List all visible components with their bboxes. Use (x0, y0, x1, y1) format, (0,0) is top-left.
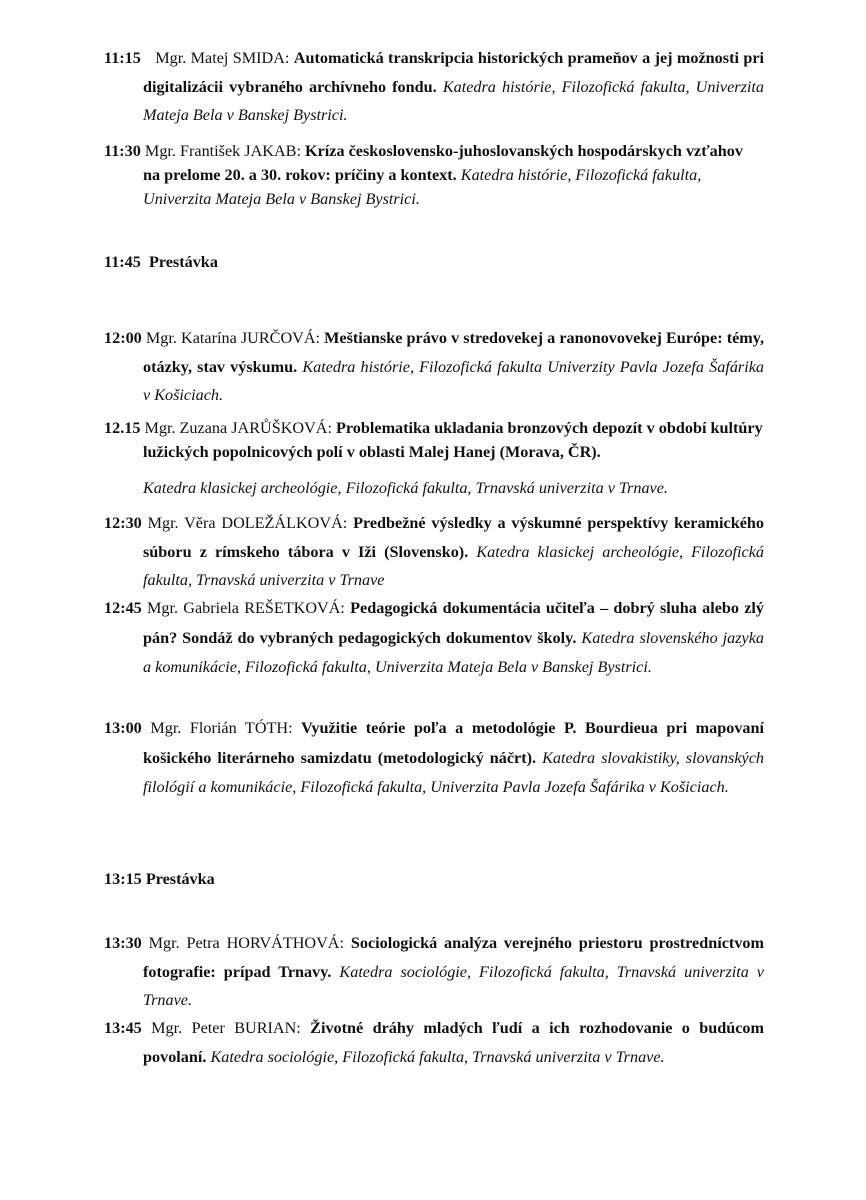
entry-title: Predbežné výsledky a výskumné perspektívy keramického súboru z rímskeho tábora v Iži (Slovensko). (143, 514, 765, 561)
entry-title: Meštianske právo v stredovekej a ranonovovekej Európe: témy, otázky, stav výskumu. (143, 329, 765, 376)
entry-title: Pedagogická dokumentácia učiteľa – dobrý sluha alebo zlý pán? Sondáž do vybraných pedagogických dokumentov školy. (143, 599, 764, 647)
program-entry (104, 929, 764, 1015)
program-entry (104, 416, 764, 464)
break-time: 13:15 (104, 870, 142, 888)
entry-time: 13:00 (104, 719, 142, 737)
break-label: Prestávka (145, 870, 215, 888)
entry-speaker: Mgr. Katarína JURČOVÁ: (145, 329, 321, 347)
entry-time: 12:00 (104, 329, 142, 347)
entry-affiliation: Katedra klasickej archeológie, Filozofická fakulta, Trnavská univerzita v Trnave. (143, 479, 668, 497)
break-row (104, 870, 215, 889)
program-entry (104, 44, 764, 130)
entry-time: 11:30 (104, 142, 141, 160)
program-entry (104, 1014, 764, 1071)
break-time: 11:45 (104, 253, 141, 271)
entry-affiliation: Katedra sociológie, Filozofická fakulta, Trnavská univerzita v Trnave. (210, 1047, 665, 1066)
entry-speaker: Mgr. Florián TÓTH: (150, 719, 293, 737)
entry-time: 12:30 (104, 514, 142, 532)
entry-speaker: Mgr. Zuzana JARŮŠKOVÁ: (144, 419, 332, 437)
entry-title: Využitie teórie poľa a metodológie P. Bourdieua pri mapovaní košického literárneho samizdatu (metodologický náčrt). (143, 719, 765, 767)
entry-time: 13:45 (104, 1019, 142, 1037)
entry-affiliation: Katedra slovenského jazyka a komunikácie, Filozofická fakulta, Univerzita Mateja Bela v Banskej Bystrici. (143, 628, 765, 676)
entry-affiliation: Katedra histórie, Filozofická fakulta, Univerzita Mateja Bela v Banskej Bystrici. (143, 166, 702, 208)
entry-affiliation: Katedra histórie, Filozofická fakulta, Univerzita Mateja Bela v Banskej Bystrici. (143, 77, 764, 124)
break-label: Prestávka (148, 253, 218, 271)
entry-title: Automatická transkripcia historických prameňov a jej možnosti pri digitalizácii vybraného archívneho fondu. (143, 49, 764, 96)
entry-speaker: Mgr. Gabriela REŠETKOVÁ: (147, 599, 345, 617)
entry-speaker: Mgr. Matej SMIDA: (155, 49, 290, 67)
entry-speaker: Mgr. Petra HORVÁTHOVÁ: (148, 934, 344, 952)
entry-time: 11:15 (104, 49, 141, 67)
break-row (104, 253, 218, 272)
entry-affiliation: Katedra histórie, Filozofická fakulta Univerzity Pavla Jozefa Šafárika v Košiciach. (143, 357, 764, 404)
entry-title: Problematika ukladania bronzových depozít v období kultúry lužických popolnicových polí v oblasti Malej Hanej (Morava, ČR). (143, 419, 763, 461)
program-entry (104, 324, 764, 410)
program-entry (104, 714, 764, 803)
entry-affiliation: Katedra klasickej archeológie, Filozofická fakulta, Trnavská univerzita v Trnave (143, 542, 764, 589)
program-entry (104, 594, 764, 683)
entry-speaker: Mgr. Věra DOLEŽÁLKOVÁ: (147, 514, 348, 532)
entry-speaker: Mgr. Peter BURIAN: (151, 1019, 301, 1037)
entry-time: 13:30 (104, 934, 142, 952)
entry-title: Kríza československo-juhoslovanských hospodárskych vzťahov na prelome 20. a 30. rokov: príčiny a kontext. (143, 142, 743, 184)
entry-affiliation: Katedra slovakistiky, slovanských filológií a komunikácie, Filozofická fakulta, Univerzita Pavla Jozefa Šafárika v Košiciach. (143, 748, 764, 796)
program-entry (104, 139, 764, 211)
entry-affiliation: Katedra sociológie, Filozofická fakulta, Trnavská univerzita v Trnave. (143, 962, 764, 1009)
entry-title: Životné dráhy mladých ľudí a ich rozhodovanie o budúcom povolaní. (143, 1019, 765, 1066)
entry-title: Sociologická analýza verejného priestoru prostredníctvom fotografie: prípad Trnavy. (143, 934, 764, 981)
program-entry (104, 509, 764, 595)
entry-time: 12.15 (104, 419, 141, 437)
entry-time: 12:45 (104, 599, 142, 617)
entry-speaker: Mgr. František JAKAB: (144, 142, 301, 160)
